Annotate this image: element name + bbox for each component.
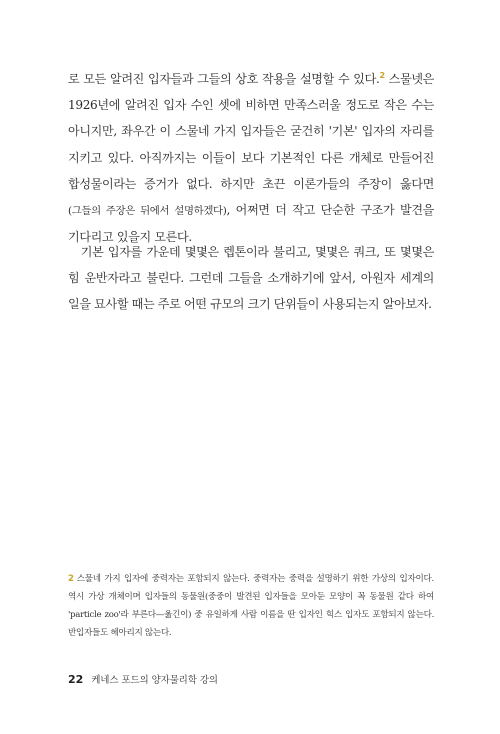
page-number: 22: [68, 673, 84, 686]
page-folio: [68, 672, 218, 686]
footnote-number: 2: [68, 574, 74, 584]
running-title: 케네스 포드의 양자물리학 강의: [91, 675, 218, 686]
body-paragraph-1: [68, 66, 434, 250]
paragraph-1-text-b: 스물넷은 1926년에 알려진 입자 수인 셋에 비하면 만족스러울 정도로 작은 수는 아니지만, 좌우간 이 스물네 가지 입자들은 굳건히 '기본' 입자의 자리를 지키고 있다. 아직까지는 이들이 보다 기본적인 다른 개체로 만들어진 합성물이라는 증거가 없다. 하지만 초끈 이론가들의 주장이 옳다면: [68, 72, 434, 191]
paragraph-1-parenthetical: (그들의 주장은 뒤에서 설명하겠다): [68, 205, 227, 218]
footnote-text: 스물네 가지 입자에 중력자는 포함되지 않는다. 중력자는 중력을 설명하기 위한 가상의 입자이다. 역시 가상 개체이며 입자들의 동물원(중중이 발견된 입자들을 모아둔 모양이 꼭 동물원 같다 하여 'particle zoo'라 부른다—옮긴이) 중 유일하게 사람 이름을 딴 입자인 힉스 입자도 포함되지 않는다. 반입자들도 헤아리지 않는다.: [68, 574, 434, 638]
paragraph-2-text: 기본 입자를 가운데 몇몇은 렙톤이라 불리고, 몇몇은 쿼크, 또 몇몇은 힘 운반자라고 불린다. 그런데 그들을 소개하기에 앞서, 아원자 세계의 일을 묘사할 때는 주로 어떤 규모의 크기 단위들이 사용되는지 알아보자.: [68, 245, 434, 312]
paragraph-1-text-c: , 어쩌면 더 작고 단순한 구조가 발견을 기다리고 있을지 모른다.: [68, 203, 435, 245]
body-paragraph-2: [68, 239, 434, 318]
paragraph-1-text-a: 로 모든 알려진 입자들과 그들의 상호 작용을 설명할 수 있다.: [68, 72, 380, 86]
footnote-reference[interactable]: 2: [379, 70, 385, 80]
footnote: [68, 570, 434, 642]
